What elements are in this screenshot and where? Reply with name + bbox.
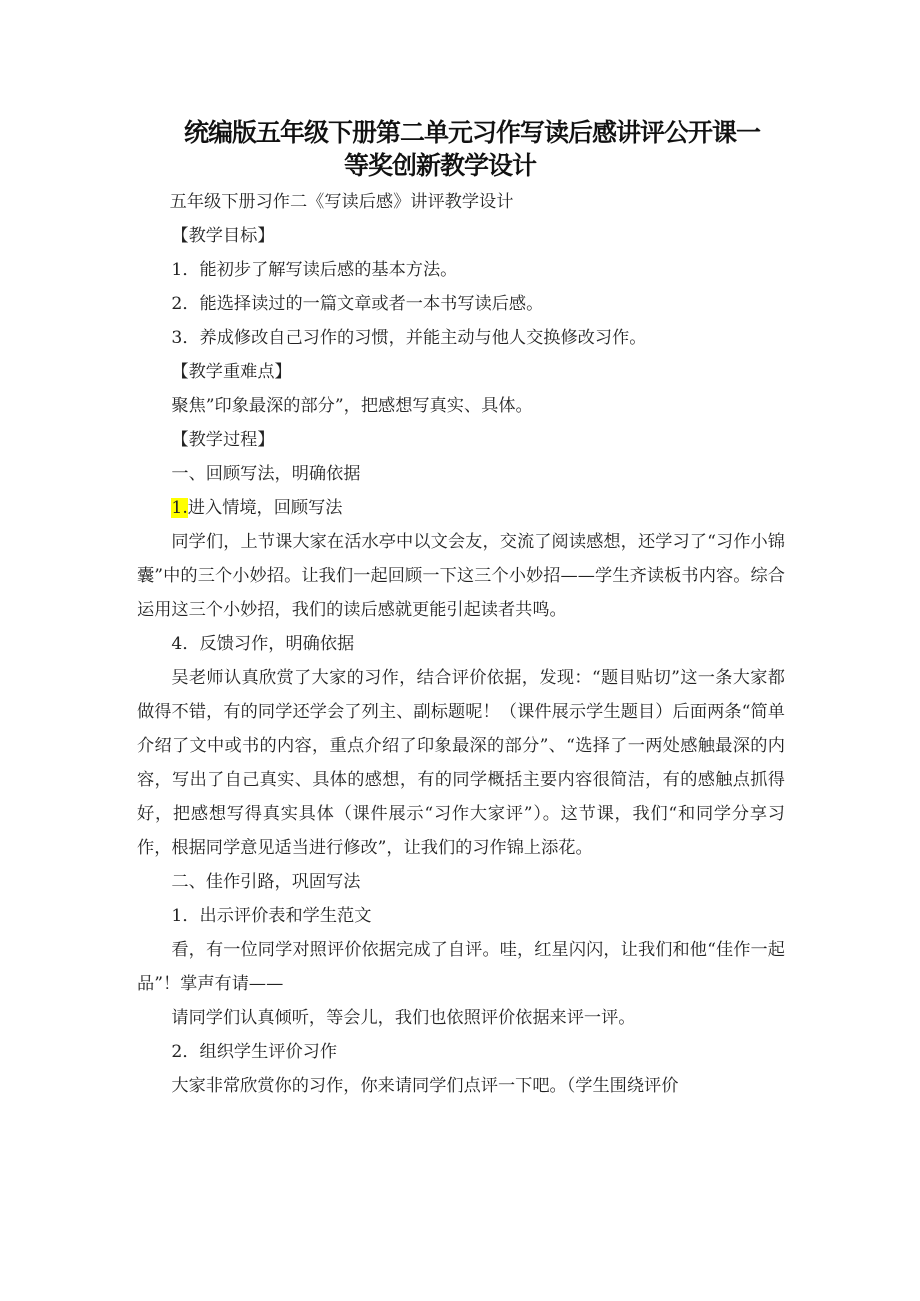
process-substep-1-text: 进入情境，回顾写法 — [187, 498, 343, 518]
paragraph-review: 同学们，上节课大家在活水亭中以文会友，交流了阅读感想，还学习了“习作小锦囊”中的三个小妙招。让我们一起回顾一下这三个小妙招——学生齐读板书内容。综合运用这三个小妙招，我们的读后感就更能引起读者共鸣。 — [137, 532, 785, 620]
process-substep-1 — [137, 491, 785, 525]
process-step-1-heading: 一、回顾写法，明确依据 — [171, 464, 361, 484]
subtitle: 五年级下册习作二《写读后感》讲评教学设计 — [169, 192, 514, 212]
key-points-text: 聚焦”印象最深的部分”，把感想写真实、具体。 — [171, 396, 533, 416]
paragraph-evaluate: 大家非常欣赏你的习作，你来请同学们点评一下吧。（学生围绕评价 — [171, 1076, 679, 1096]
objective-item-1: 1．能初步了解写读后感的基本方法。 — [171, 260, 458, 280]
document-title-line-1: 统编版五年级下册第二单元习作写读后感讲评公开课一 — [183, 118, 760, 147]
objective-item-3: 3．养成修改自己习作的习惯，并能主动与他人交换修改习作。 — [171, 328, 647, 348]
section-heading-objectives: 【教学目标】 — [171, 226, 275, 246]
document-body — [137, 185, 785, 1103]
process-substep-4: 4．反馈习作，明确依据 — [171, 634, 355, 654]
process-step-2-heading: 二、佳作引路，巩固写法 — [171, 872, 361, 892]
document-title-line-2: 等奖创新教学设计 — [343, 151, 536, 180]
paragraph-sample-intro: 看，有一位同学对照评价依据完成了自评。哇，红星闪闪，让我们和他“佳作一起品”！掌声有请—— — [137, 940, 785, 994]
process-step-2-substep-1: 1．出示评价表和学生范文 — [171, 906, 372, 926]
paragraph-listen: 请同学们认真倾听，等会儿，我们也依照评价依据来评一评。 — [171, 1008, 636, 1028]
process-step-2-substep-2: 2．组织学生评价习作 — [171, 1042, 338, 1062]
section-heading-key-points: 【教学重难点】 — [171, 362, 292, 382]
highlighted-number: 1. — [171, 498, 188, 518]
section-heading-process: 【教学过程】 — [171, 430, 275, 450]
paragraph-feedback: 吴老师认真欣赏了大家的习作，结合评价依据，发现：“题目贴切”这一条大家都做得不错，有的同学还学会了列主、副标题呢！（课件展示学生题目）后面两条“简单介绍了文中或书的内容，重点介绍了印象最深的部分”、“选择了一两处感触最深的内容，写出了自己真实、具体的感想，有的同学概括主要内容很简洁，有的感触点抓得好，把感想写得真实具体（课件展示“习作大家评”）。这节课，我们“和同学分享习作，根据同学意见适当进行修改”，让我们的习作锦上添花。 — [137, 668, 785, 858]
objective-item-2: 2．能选择读过的一篇文章或者一本书写读后感。 — [171, 294, 544, 314]
